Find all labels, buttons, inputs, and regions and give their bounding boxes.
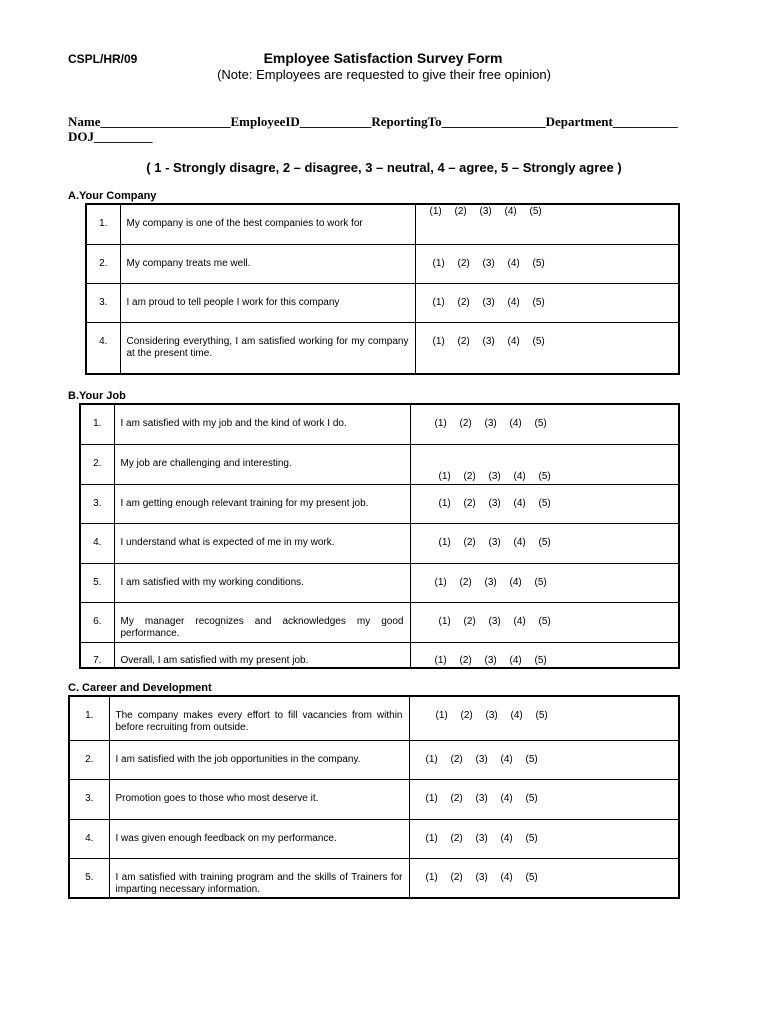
question-text: My job are challenging and interesting. xyxy=(120,457,292,469)
question-text: My manager recognizes and acknowledges my good performance. xyxy=(120,615,404,639)
table-row xyxy=(80,563,679,602)
rating-options[interactable]: (1) (2) (3) (4) (5) xyxy=(425,871,538,883)
rating-options[interactable]: (1) (2) (3) (4) (5) xyxy=(438,497,551,509)
table-row xyxy=(69,819,679,858)
item-number: 4. xyxy=(93,536,102,548)
question-text: I am satisfied with my working conditions. xyxy=(120,576,304,588)
question-text: I am satisfied with the job opportunities in the company. xyxy=(115,753,361,765)
table-row xyxy=(80,642,679,668)
table-row xyxy=(80,602,679,642)
section-c-heading: C. Career and Development xyxy=(68,682,212,694)
form-title xyxy=(0,50,768,66)
table-row xyxy=(86,322,679,374)
item-number: 4. xyxy=(99,335,108,347)
item-number: 7. xyxy=(93,654,102,666)
item-number: 1. xyxy=(93,418,102,429)
rating-scale-legend: ( 1 - Strongly disagre, 2 – disagree, 3 – neutral, 4 – agree, 5 – Strongly agree ) xyxy=(146,160,622,175)
item-number: 2. xyxy=(99,257,108,269)
rating-options[interactable]: (1) (2) (3) (4) (5) xyxy=(429,206,542,217)
table-row xyxy=(69,740,679,779)
item-number: 3. xyxy=(99,296,108,308)
item-number: 5. xyxy=(85,871,94,883)
question-text: My company treats me well. xyxy=(126,257,251,269)
section-b-heading: B.Your Job xyxy=(68,390,126,402)
rating-options[interactable]: (1) (2) (3) (4) (5) xyxy=(438,615,551,627)
item-number: 4. xyxy=(85,832,94,844)
rating-options[interactable]: (1) (2) (3) (4) (5) xyxy=(432,335,545,347)
form-code: CSPL/HR/09 xyxy=(68,52,138,66)
table-row xyxy=(69,696,679,740)
rating-options[interactable]: (1) (2) (3) (4) (5) xyxy=(432,296,545,308)
question-text: I was given enough feedback on my performance. xyxy=(115,832,337,844)
table-row xyxy=(86,204,679,244)
form-title-text: Employee Satisfaction Survey Form xyxy=(263,50,503,66)
item-number: 3. xyxy=(93,497,102,509)
item-number: 1. xyxy=(85,710,94,721)
rating-options[interactable]: (1) (2) (3) (4) (5) xyxy=(434,576,547,588)
question-text: Promotion goes to those who most deserve it. xyxy=(115,792,319,804)
question-text: Overall, I am satisfied with my present job. xyxy=(120,654,309,666)
section-a-heading: A.Your Company xyxy=(68,190,157,202)
table-row xyxy=(80,484,679,523)
question-text: The company makes every effort to fill vacancies from within before recruiting from outside. xyxy=(115,710,403,733)
item-number: 5. xyxy=(93,576,102,588)
table-row xyxy=(80,404,679,444)
table-row xyxy=(86,283,679,322)
table-row xyxy=(80,523,679,563)
rating-options[interactable]: (1) (2) (3) (4) (5) xyxy=(438,536,551,548)
question-text: I understand what is expected of me in my work. xyxy=(120,536,335,548)
question-text: I am satisfied with training program and the skills of Trainers for imparting necessary information. xyxy=(115,871,403,895)
table-row xyxy=(80,444,679,484)
rating-options[interactable]: (1) (2) (3) (4) (5) xyxy=(425,832,538,844)
rating-options[interactable]: (1) (2) (3) (4) (5) xyxy=(434,418,547,429)
question-text: I am satisfied with my job and the kind of work I do. xyxy=(120,418,347,429)
rating-options[interactable]: (1) (2) (3) (4) (5) xyxy=(438,470,551,482)
table-row xyxy=(69,779,679,819)
employee-fields-line[interactable]: Name____________________EmployeeID___________ReportingTo________________Department__________ DOJ_________ xyxy=(68,114,678,144)
item-number: 6. xyxy=(93,615,102,627)
item-number: 3. xyxy=(85,792,94,804)
question-text: Considering everything, I am satisfied working for my company at the present time. xyxy=(126,335,409,359)
question-text: I am getting enough relevant training for my present job. xyxy=(120,497,369,509)
item-number: 2. xyxy=(85,753,94,765)
rating-options[interactable]: (1) (2) (3) (4) (5) xyxy=(432,257,545,269)
rating-options[interactable]: (1) (2) (3) (4) (5) xyxy=(434,654,547,666)
section-a-table xyxy=(85,203,680,375)
rating-options[interactable]: (1) (2) (3) (4) (5) xyxy=(425,753,538,765)
question-text: I am proud to tell people I work for this company xyxy=(126,296,340,308)
table-row xyxy=(69,858,679,898)
item-number: 1. xyxy=(99,218,108,229)
section-b-table xyxy=(79,403,680,669)
question-text: My company is one of the best companies to work for xyxy=(126,218,363,229)
form-note: (Note: Employees are requested to give their free opinion) xyxy=(217,67,551,82)
table-row xyxy=(86,244,679,283)
section-c-table xyxy=(68,695,680,899)
rating-options[interactable]: (1) (2) (3) (4) (5) xyxy=(425,792,538,804)
rating-options[interactable]: (1) (2) (3) (4) (5) xyxy=(435,710,548,721)
item-number: 2. xyxy=(93,457,102,469)
